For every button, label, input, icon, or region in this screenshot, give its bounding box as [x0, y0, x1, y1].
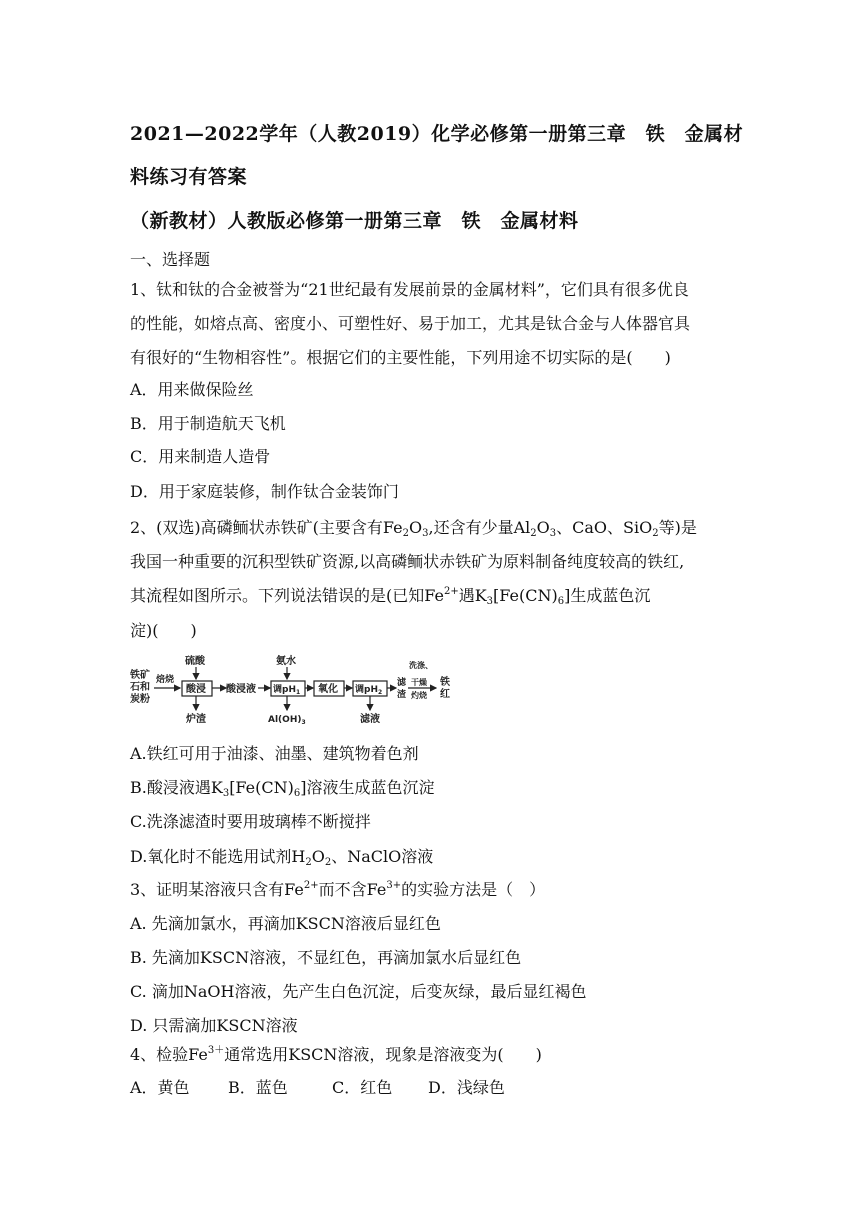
flow-ph2: 调$pH_2$	[355, 685, 383, 696]
q2-option-b: B.酸浸液遇$K_3[Fe(CN)_6]$溶液生成蓝色沉淀	[130, 778, 435, 799]
q4-option-b: B．蓝色	[228, 1078, 288, 1097]
flow-ph1: 调$pH_1$	[273, 685, 301, 696]
q1-option-c: C．用来制造人造骨	[130, 447, 271, 466]
q4-options	[130, 1075, 505, 1098]
q2-option-c: C.洗涤滤渣时要用玻璃棒不断搅拌	[130, 812, 371, 831]
q3-option-a: A. 先滴加氯水，再滴加KSCN溶液后显红色	[130, 914, 441, 933]
flow-ammonia: 氨水	[276, 656, 296, 667]
q4-option-c: C．红色	[332, 1078, 393, 1097]
flow-red-1: 铁	[440, 677, 450, 688]
q3-option-d: D. 只需滴加KSCN溶液	[130, 1016, 298, 1035]
flow-slag: 炉渣	[186, 714, 206, 725]
flow-filtrate: 滤液	[360, 714, 380, 725]
q1-line2: 的性能，如熔点高、密度小、可塑性好、易于加工，尤其是钛合金与人体器官具	[130, 314, 691, 333]
process-flow-diagram	[130, 654, 460, 726]
doc-title-line1: 2021—2022学年（人教2019）化学必修第一册第三章 铁 金属材	[130, 123, 744, 145]
flow-wash: 洗涤、	[409, 661, 433, 670]
flow-ore-2: 石和	[130, 682, 150, 693]
flow-burn: 灼烧	[411, 691, 427, 700]
flow-dry: 干燥	[411, 678, 427, 687]
flow-acid: 硫酸	[185, 656, 205, 667]
q4-line1: 4、检验$Fe^{3+}$通常选用KSCN溶液，现象是溶液变为( )	[130, 1045, 542, 1064]
flow-leach: 酸浸	[186, 684, 206, 695]
flow-oxid: 氧化	[318, 684, 338, 695]
flow-leachate: 酸浸液	[226, 684, 256, 695]
flow-roast: 焙烧	[156, 675, 175, 685]
q2-option-a: A.铁红可用于油漆、油墨、建筑物着色剂	[130, 744, 419, 763]
q1-option-a: A．用来做保险丝	[130, 380, 254, 399]
q2-line1: 2、(双选)高磷鲕状赤铁矿(主要含有$Fe_2O_3$,还含有少量$Al_2O_3$、CaO、SiO$_2$等)是	[130, 518, 697, 539]
q2-line3: 其流程如图所示。下列说法错误的是(已知$Fe^{2+}$遇$K_3[Fe(CN)_6]$生成蓝色沉	[130, 586, 651, 607]
flow-ore-3: 炭粉	[130, 694, 150, 705]
q4-option-d: D．浅绿色	[428, 1078, 505, 1097]
q3-line1: 3、证明某溶液只含有$Fe^{2+}$而不含$Fe^{3+}$的实验方法是（ ）	[130, 880, 546, 899]
q3-option-b: B. 先滴加KSCN溶液，不显红色，再滴加氯水后显红色	[130, 948, 522, 967]
section-label: 一、选择题	[130, 250, 211, 269]
doc-title-line2: 料练习有答案	[130, 166, 248, 188]
q2-line2: 我国一种重要的沉积型铁矿资源,以高磷鲕状赤铁矿为原料制备纯度较高的铁红,	[130, 552, 685, 571]
q2-line4: 淀)( )	[130, 621, 197, 640]
q1-option-b: B．用于制造航天飞机	[130, 414, 286, 433]
flow-ore-1: 铁矿	[130, 670, 150, 681]
flow-res-1: 滤	[397, 678, 407, 688]
q2-option-d: D.氧化时不能选用试剂$H_2O_2$、NaClO溶液	[130, 847, 434, 868]
q1-option-d: D．用于家庭装修，制作钛合金装饰门	[130, 482, 399, 501]
q4-option-a: A．黄色	[130, 1078, 190, 1097]
doc-subtitle: （新教材）人教版必修第一册第三章 铁 金属材料	[130, 210, 579, 232]
q1-line3: 有很好的“生物相容性”。根据它们的主要性能，下列用途不切实际的是( )	[130, 348, 671, 367]
q1-line1: 1、钛和钛的合金被誉为“21世纪最有发展前景的金属材料”，它们具有很多优良	[130, 280, 689, 299]
q3-option-c: C. 滴加NaOH溶液，先产生白色沉淀，后变灰绿，最后显红褐色	[130, 982, 587, 1001]
flow-red-2: 红	[440, 689, 450, 700]
flow-res-2: 渣	[397, 690, 407, 700]
flow-aloh: $Al(OH)_3$	[268, 715, 306, 726]
